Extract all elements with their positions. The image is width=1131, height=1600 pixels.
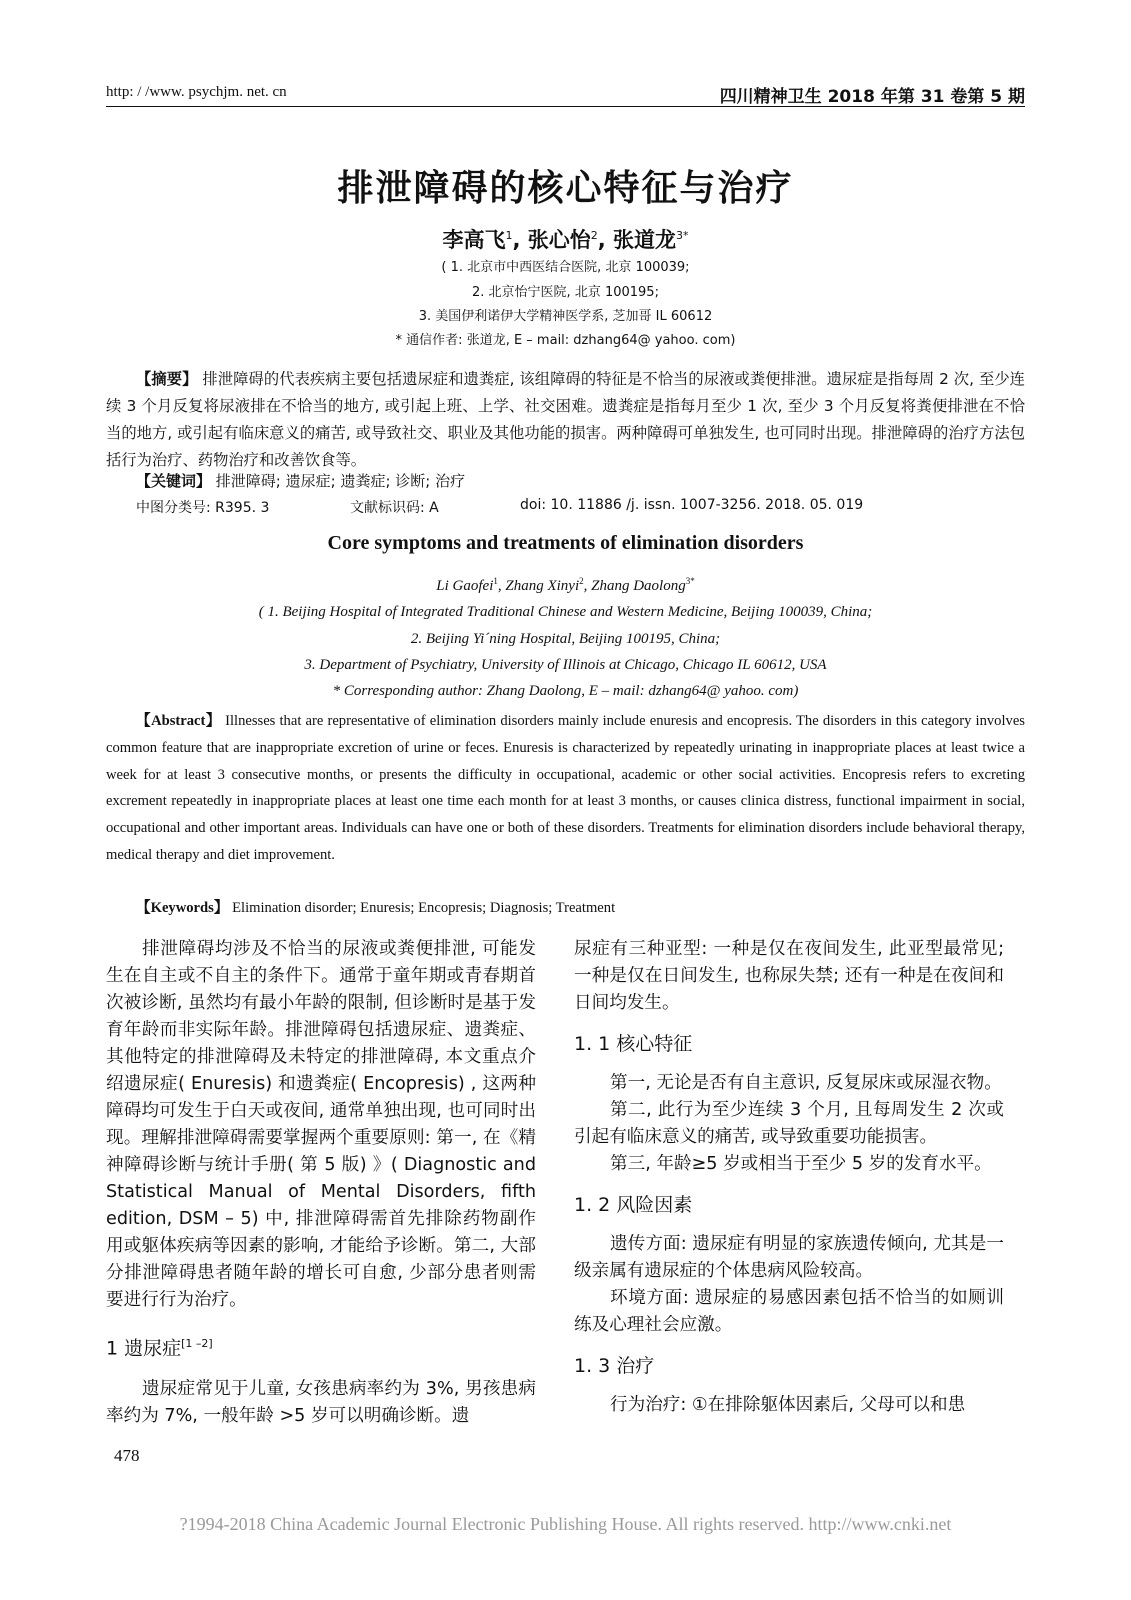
copyright-footer: ?1994-2018 China Academic Journal Electronic Publishing House. All rights reserved. http://www.cnki.net xyxy=(179,1514,952,1534)
doi: doi: 10. 11886 /j. issn. 1007-3256. 2018. 05. 019 xyxy=(520,497,864,513)
author-sup: 3* xyxy=(676,229,689,242)
title-english: Core symptoms and treatments of elimination disorders xyxy=(327,532,804,554)
abstract-text: Illnesses that are representative of elimination disorders mainly include enuresis and encopresis. The disorders in this category involves common feature that are inappropriate excretion of urine or feces. Enuresis is characterized by repeatedly urinating in inappropriate places at least twice a week for at least 3 consecutive months, or presents the difficulty in occupational, academic or other social activities. Encopresis refers to excreting excrement repeatedly in inappropriate places at least one time each month for at least 3 months, or causes clinica distress, functional impairment in social, occupational and other important areas. Individuals can have one or both of these disorders. Treatments for elimination disorders include behavioral therapy, medical therapy and diet improvement. xyxy=(106,713,1025,863)
author-name: 张心怡 xyxy=(527,228,591,252)
abstract-english xyxy=(106,708,1025,869)
section-1-2-heading: 1. 2 风险因素 xyxy=(574,1194,693,1216)
document-code: 文献标识码: A xyxy=(350,500,439,516)
author-name: 李高飞 xyxy=(442,228,506,252)
author-sup: 2 xyxy=(590,229,598,242)
affiliation-en-1: ( 1. Beijing Hospital of Integrated Traditional Chinese and Western Medicine, Beijing 100039, China; xyxy=(258,604,873,620)
header-rule xyxy=(106,106,1025,107)
affiliation-en-3: 3. Department of Psychiatry, University of Illinois at Chicago, Chicago IL 60612, USA xyxy=(304,657,827,673)
keywords-english xyxy=(136,896,615,917)
core-feature-item: 第三, 年龄≥5 岁或相当于至少 5 岁的发育水平。 xyxy=(610,1154,992,1174)
risk-factor-item: 遗传方面: 遗尿症有明显的家族遗传倾向, 尤其是一级亲属有遗尿症的个体患病风险较高。 xyxy=(574,1234,1004,1281)
authors-chinese: 李高飞$^1$, 张心怡$^2$, 张道龙$^{3*}$ xyxy=(442,228,689,252)
intro-paragraph: 排泄障碍均涉及不恰当的尿液或粪便排泄, 可能发生在自主或不自主的条件下。通常于童年期或青春期首次被诊断, 虽然均有最小年龄的限制, 但诊断时是基于发育年龄而非实际年龄。排泄障碍包括遗尿症、遗粪症、其他特定的排泄障碍及未特定的排泄障碍, 本文重点介绍遗尿症( Enuresis) 和遗粪症( Encopresis) , 这两种障碍均可发生于白天或夜间, 通常单独出现, 也可同时出现。理解排泄障碍需要掌握两个重要原则: 第一, 在《精神障碍诊断与统计手册( 第 5 版) 》( Diagnostic and Statistical Manual of Mental Disorders, fifth edition, DSM – 5) 中, 排泄障碍需首先排除药物副作用或躯体疾病等因素的影响, 才能给予诊断。第二, 大部分排泄障碍患者随年龄的增长可自愈, 少部分患者则需要进行行为治疗。 xyxy=(106,939,536,1310)
clc-number: 中图分类号: R395. 3 xyxy=(136,500,270,516)
keywords-label: 【关键词】 xyxy=(136,472,212,490)
abstract-label: 【Abstract】 xyxy=(136,713,221,729)
affiliation-cn-corresponding: * 通信作者: 张道龙, E – mail: dzhang64@ yahoo. com) xyxy=(395,333,736,348)
author-name: 张道龙 xyxy=(613,228,677,252)
page-number: 478 xyxy=(114,1446,140,1465)
abstract-chinese xyxy=(106,366,1025,474)
body-left-column xyxy=(106,936,536,1430)
author-name: Li Gaofei xyxy=(436,578,494,594)
author-name: Zhang Daolong xyxy=(591,578,686,594)
subtype-paragraph: 尿症有三种亚型: 一种是仅在夜间发生, 此亚型最常见; 一种是仅在日间发生, 也称尿失禁; 还有一种是在夜间和日间均发生。 xyxy=(574,939,1004,1013)
section-1-title: 1 遗尿症 xyxy=(106,1337,182,1360)
keywords-text: Elimination disorder; Enuresis; Encopresis; Diagnosis; Treatment xyxy=(232,900,616,916)
author-sup: 3* xyxy=(685,576,695,586)
affiliation-cn-3: 3. 美国伊利诺伊大学精神医学系, 芝加哥 IL 60612 xyxy=(418,309,713,324)
authors-english: Li Gaofei$^1$, Zhang Xinyi$^2$, Zhang Daolong$^{3*}$ xyxy=(436,576,695,594)
header-journal: 四川精神卫生 2018 年第 31 卷第 5 期 xyxy=(719,87,1025,107)
section-1-paragraph: 遗尿症常见于儿童, 女孩患病率约为 3%, 男孩患病率约为 7%, 一般年龄 >5 岁可以明确诊断。遗 xyxy=(106,1379,536,1427)
affiliation-en-corresponding: * Corresponding author: Zhang Daolong, E – mail: dzhang64@ yahoo. com) xyxy=(332,683,799,699)
title-chinese: 排泄障碍的核心特征与治疗 xyxy=(337,168,794,209)
author-name: Zhang Xinyi xyxy=(505,578,580,594)
keywords-text: 排泄障碍; 遗尿症; 遗粪症; 诊断; 治疗 xyxy=(215,472,466,490)
affiliation-en-2: 2. Beijing Yi´ning Hospital, Beijing 100195, China; xyxy=(410,631,721,647)
author-sup: 1 xyxy=(505,229,513,242)
risk-factor-item: 环境方面: 遗尿症的易感因素包括不恰当的如厕训练及心理社会应激。 xyxy=(574,1288,1004,1335)
section-1-ref: [1 –2] xyxy=(181,1337,213,1350)
author-sup: 2 xyxy=(579,576,584,586)
header-url: http: / /www. psychjm. net. cn xyxy=(106,84,287,100)
section-1-1-heading: 1. 1 核心特征 xyxy=(574,1033,693,1055)
keywords-label: 【Keywords】 xyxy=(136,900,229,916)
affiliation-cn-1: ( 1. 北京市中西医结合医院, 北京 100039; xyxy=(441,260,690,275)
section-1-3-heading: 1. 3 治疗 xyxy=(574,1355,655,1377)
author-sup: 1 xyxy=(493,576,498,586)
abstract-label: 【摘要】 xyxy=(136,370,198,388)
treatment-paragraph: 行为治疗: ①在排除躯体因素后, 父母可以和患 xyxy=(610,1395,966,1415)
core-feature-item: 第一, 无论是否有自主意识, 反复尿床或尿湿衣物。 xyxy=(610,1073,1002,1093)
body-right-column xyxy=(574,936,1004,1419)
section-1-heading xyxy=(106,1330,536,1362)
core-feature-item: 第二, 此行为至少连续 3 个月, 且每周发生 2 次或引起有临床意义的痛苦, 或导致重要功能损害。 xyxy=(574,1100,1004,1147)
affiliation-cn-2: 2. 北京怡宁医院, 北京 100195; xyxy=(472,285,659,300)
abstract-text: 排泄障碍的代表疾病主要包括遗尿症和遗粪症, 该组障碍的特征是不恰当的尿液或粪便排泄。遗尿症是指每周 2 次, 至少连续 3 个月反复将尿液排在不恰当的地方, 或引起上班、上学、社交困难。遗粪症是指每月至少 1 次, 至少 3 个月反复将粪便排泄在不恰当的地方, 或引起有临床意义的痛苦, 或导致社交、职业及其他功能的损害。两种障碍可单独发生, 也可同时出现。排泄障碍的治疗方法包括行为治疗、药物治疗和改善饮食等。 xyxy=(106,370,1025,469)
keywords-chinese xyxy=(136,470,465,491)
